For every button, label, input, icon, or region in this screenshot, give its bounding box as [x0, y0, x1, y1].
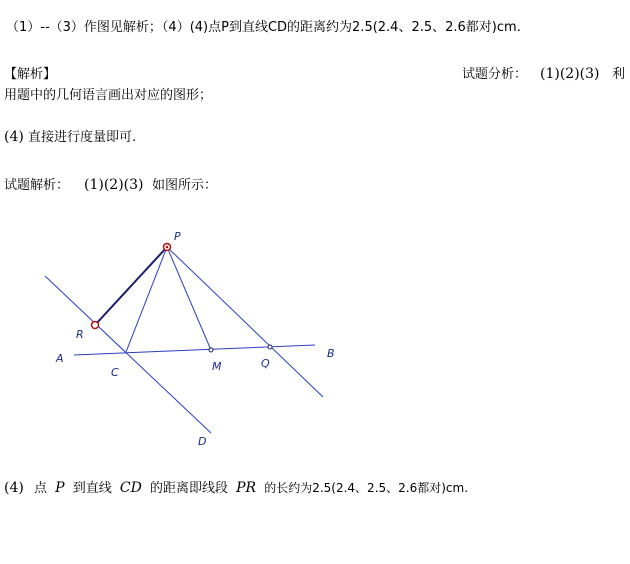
step4-number: (4) — [4, 129, 24, 145]
final-point-p: P — [55, 480, 65, 496]
answer-line: （1）--（3）作图见解析；（4）(4)点P到直线CD的距离约为2.5(2.4、2.5、2.6都对)cm. — [6, 20, 521, 35]
final-t3: 的距离即线段 — [149, 481, 228, 496]
label-a: A — [56, 352, 64, 365]
step4-text: 直接进行度量即可. — [28, 130, 137, 145]
label-p: P — [174, 230, 181, 243]
label-q: Q — [261, 357, 270, 370]
point-p-inner — [166, 246, 169, 249]
label-b: B — [327, 347, 335, 360]
solution-label: 试题解析： — [4, 178, 70, 193]
analysis-intro-parts: (1)(2)(3) — [540, 66, 600, 82]
segment-pc — [126, 247, 167, 352]
point-m — [209, 348, 213, 352]
analysis-line-2: 用题中的几何语言画出对应的图形； — [4, 88, 213, 103]
label-r: R — [76, 328, 84, 341]
final-segment-pr: PR — [236, 480, 257, 496]
final-t4: 的长约为2.5(2.4、2.5、2.6都对)cm. — [264, 481, 469, 495]
segment-pm — [167, 247, 211, 350]
label-c: C — [111, 366, 119, 379]
point-r — [92, 322, 99, 329]
point-q — [268, 345, 272, 349]
analysis-tag: 【解析】 — [4, 67, 57, 82]
solution-tail: 如图所示： — [152, 178, 218, 193]
solution-parts: (1)(2)(3) — [84, 177, 144, 193]
line-ab — [74, 345, 315, 355]
final-t2: 到直线 — [72, 481, 112, 496]
line-pq — [167, 247, 323, 397]
final-answer — [4, 479, 468, 498]
analysis-intro-tail: 利 — [612, 67, 626, 82]
analysis-intro-label: 试题分析： — [462, 67, 528, 82]
line-cd — [45, 276, 211, 433]
final-line-cd: CD — [119, 480, 142, 496]
label-m: M — [212, 360, 222, 373]
final-t1: 点 — [33, 481, 47, 496]
label-d: D — [198, 435, 207, 448]
segment-pr — [95, 247, 167, 325]
final-number: (4) — [4, 480, 24, 496]
